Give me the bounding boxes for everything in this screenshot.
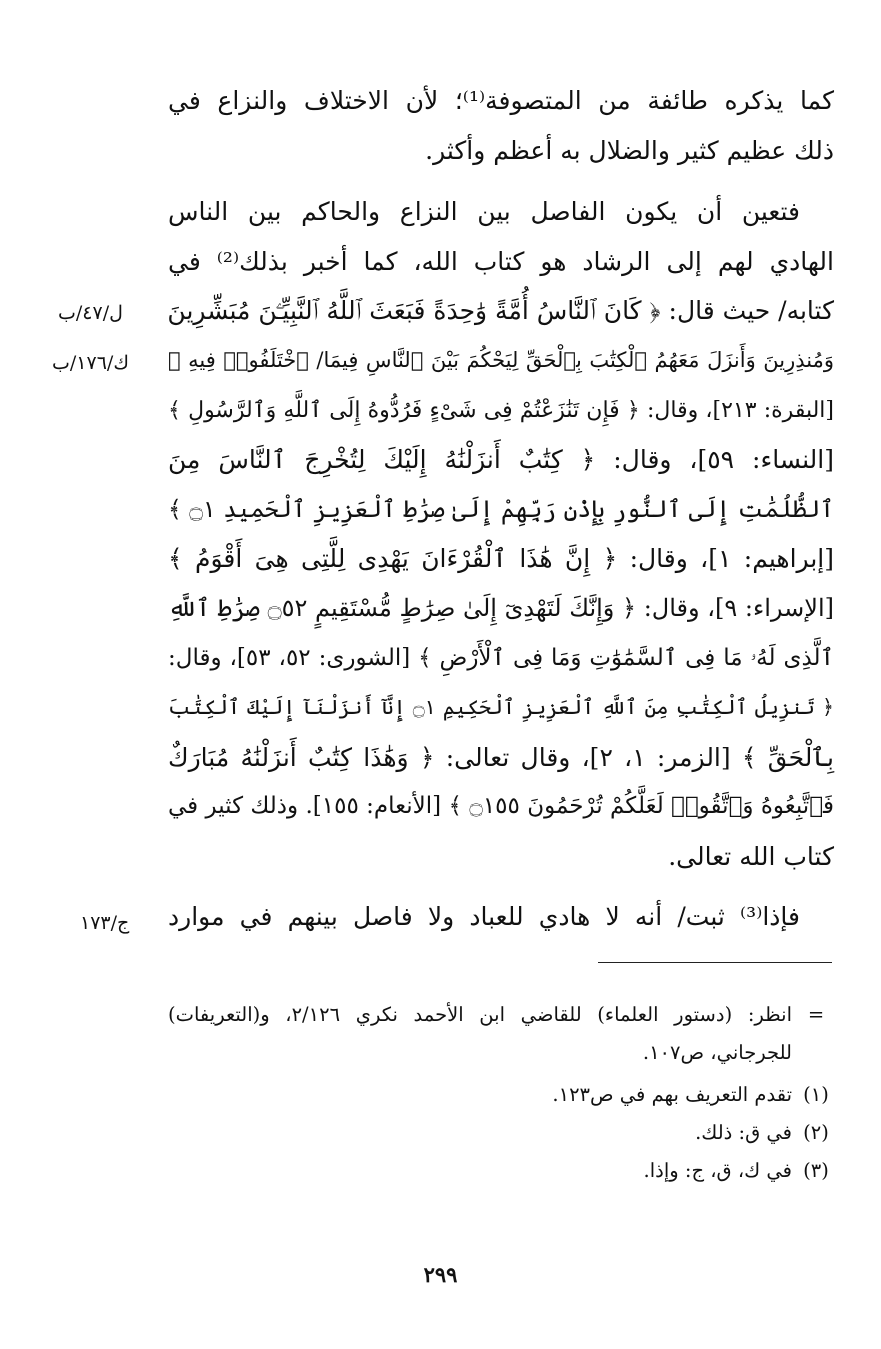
- margin-note-l-folio: ل/٤٧/ب: [58, 302, 123, 324]
- text-line: كما يذكره طائفة من المتصوفة⁽¹⁾؛ لأن الاختلاف والنزاع في: [168, 86, 835, 115]
- paragraph-1: [168, 76, 834, 175]
- margin-note-k-folio: ك/١٧٦/ب: [52, 352, 129, 374]
- quran-line: فَٱتَّبِعُوهُ وَٱتَّقُوا۟ لَعَلَّكُمْ تُرْحَمُونَ ۝١٥٥ ﴾ [الأنعام: ١٥٥]. وذلك كثير في: [168, 793, 834, 820]
- quran-line: ٱلَّذِى لَهُۥ مَا فِى ٱلسَّمَٰوَٰتِ وَمَا فِى ٱلْأَرْضِ ﴾ [الشورى: ٥٢، ٥٣]، وقال:: [168, 644, 834, 671]
- footnote-item: [168, 1114, 840, 1152]
- text-line: ذلك عظيم كثير والضلال به أعظم وأكثر.: [425, 135, 834, 165]
- footnote-item: [168, 1152, 840, 1190]
- quran-line: [إبراهيم: ١]، وقال: ﴿ إِنَّ هَٰذَا ٱلْقُرْءَانَ يَهْدِى لِلَّتِى هِىَ أَقْوَمُ ﴾: [168, 544, 834, 574]
- footnote-item: [168, 1076, 840, 1114]
- quran-line: [النساء: ٥٩]، وقال: ﴿ كِتَٰبٌ أَنزَلْنَٰهُ إِلَيْكَ لِتُخْرِجَ ٱلنَّاسَ مِنَ: [168, 445, 834, 475]
- footnote-text: [168, 996, 792, 1072]
- margin-note-j-folio: ج/١٧٣: [80, 912, 130, 934]
- text-line: فتعين أن يكون الفاصل بين النزاع والحاكم بين الناس: [168, 197, 800, 227]
- page-number: ٢٩٩: [423, 1262, 458, 1287]
- footnote-text: في ك، ق، ج: وإذا.: [643, 1159, 792, 1182]
- quran-line: كتابه/ حيث قال: ﴿ كَانَ ٱلنَّاسُ أُمَّةً وَٰحِدَةً فَبَعَثَ ٱللَّهُ ٱلنَّبِيِّـۧنَ مُبَشِّرِينَ: [167, 296, 834, 326]
- footnote-text: في ق: ذلك.: [695, 1121, 792, 1144]
- quran-line: [البقرة: ٢١٣]، وقال: ﴿ فَإِن تَنَٰزَعْتُمْ فِى شَىْءٍ فَرُدُّوهُ إِلَى ٱللَّهِ وَٱلرَّسُولِ ﴾: [168, 397, 834, 423]
- paragraph-2: [168, 187, 834, 881]
- quran-line: بِٱلْحَقِّ ﴾ [الزمر: ١، ٢]، وقال تعالى: ﴿ وَهَٰذَا كِتَٰبٌ أَنزَلْنَٰهُ مُبَارَكٌ: [168, 742, 835, 772]
- quran-line: ٱلظُّلُمَٰتِ إِلَى ٱلنُّورِ بِإِذْنِ رَبِّهِمْ إِلَىٰ صِرَٰطِ ٱلْعَزِيزِ ٱلْحَمِيدِ ۝١ ﴾: [168, 494, 834, 523]
- main-text: [168, 76, 834, 941]
- footnote-text: تقدم التعريف بهم في ص١٢٣.: [552, 1083, 792, 1106]
- quran-line: [الإسراء: ٩]، وقال: ﴿ وَإِنَّكَ لَتَهْدِىٓ إِلَىٰ صِرَٰطٍ مُّسْتَقِيمٍ ۝٥٢ صِرَٰطِ ٱللَّهِ: [167, 593, 834, 622]
- footnote-line: للجرجاني، ص١٠٧.: [642, 1041, 792, 1064]
- footnotes: [168, 996, 840, 1190]
- text-line: فإذا⁽³⁾ ثبت/ أنه لا هادي للعباد ولا فاصل بينهم في موارد: [168, 901, 800, 931]
- text-line: كتاب الله تعالى.: [668, 841, 834, 871]
- footnote-separator: [598, 962, 832, 963]
- footnote-mark: (١): [803, 1083, 829, 1106]
- footnote-line: انظر: (دستور العلماء) للقاضي ابن الأحمد نكري ٢/١٢٦، و(التعريفات): [168, 1003, 792, 1026]
- footnote-mark: (٢): [803, 1121, 829, 1144]
- footnote-mark: =: [807, 1003, 825, 1026]
- footnote-mark: (٣): [803, 1159, 829, 1182]
- footnote-continued: [168, 996, 840, 1072]
- text-line: الهادي لهم إلى الرشاد هو كتاب الله، كما أخبر بذلك⁽²⁾ في: [168, 246, 834, 276]
- quran-line: وَمُنذِرِينَ وَأَنزَلَ مَعَهُمُ ٱلْكِتَٰبَ بِٱلْحَقِّ لِيَحْكُمَ بَيْنَ ٱلنَّاسِ فِيمَا/ ٱخْتَلَفُوا۟ فِيهِ ﴾: [168, 347, 834, 372]
- paragraph-3: [168, 892, 834, 942]
- quran-line: ﴿ تَنزِيلُ ٱلْكِتَٰبِ مِنَ ٱللَّهِ ٱلْعَزِيزِ ٱلْحَكِيمِ ۝١ إِنَّآ أَنزَلْنَآ إِلَيْكَ ٱلْكِتَٰبَ: [168, 695, 834, 720]
